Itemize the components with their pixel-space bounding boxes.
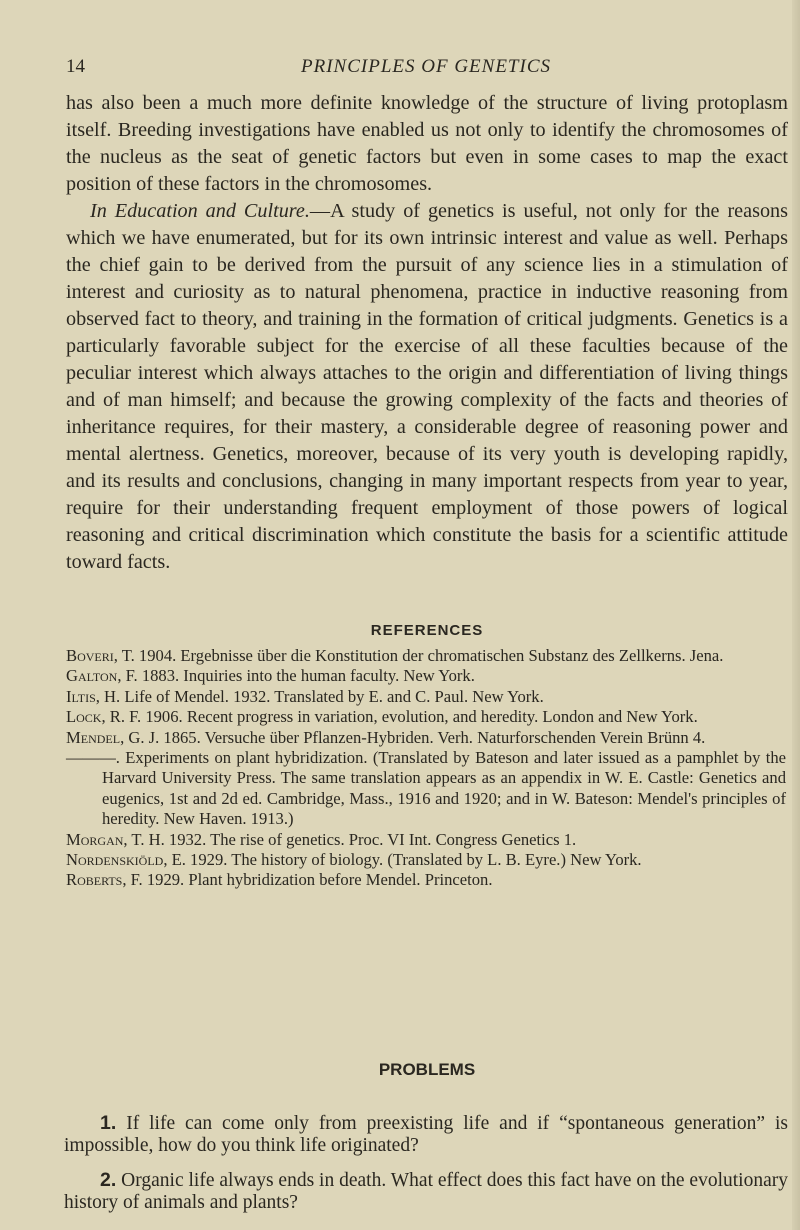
problem-text: If life can come only from preexisting life and if “spontaneous generation” is impossible, how do you think life originated?	[64, 1113, 788, 1156]
paragraph: has also been a much more definite knowledge of the structure of living protoplasm itself. Breeding investigations have enabled us not only to identify the chromosomes of the nucleus as the seat of genetic factors but even in some cases to map the exact position of these factors in the chromosomes.	[66, 92, 788, 195]
paragraph	[66, 198, 788, 576]
reference-text: 1883. Inquiries into the human faculty. New York.	[137, 666, 475, 686]
page-edge	[792, 0, 800, 1230]
problem-number: 2.	[100, 1169, 117, 1191]
reference-author: Roberts, F.	[66, 870, 143, 890]
problem-number: 1.	[100, 1112, 117, 1134]
reference-text: 1929. The history of biology. (Translated by L. B. Eyre.) New York.	[185, 850, 642, 870]
problems-heading: PROBLEMS	[378, 1060, 476, 1079]
reference-text: Experiments on plant hybridization. (Translated by Bateson and later issued as a pamphlet by the Harvard University Press. The same translation appears as an appendix in W. E. Castle: Genetics and eugenics, 1st and 2d ed. Cambridge, Mass., 1916 and 1920; and in W. Bateson: Mendel's principles of heredity. New Haven. 1913.)	[102, 748, 786, 829]
running-title: PRINCIPLES OF GENETICS	[301, 56, 551, 77]
paragraph-heading: In Education and Culture.	[90, 200, 310, 222]
references-heading: REFERENCES	[370, 622, 484, 639]
reference-text: 1929. Plant hybridization before Mendel. Princeton.	[142, 870, 493, 890]
paragraph-text: —A study of genetics is useful, not only for the reasons which we have enumerated, but for its own intrinsic interest and value as well. Perhaps the chief gain to be derived from the pursuit of any science lies in a stimulation of interest and curiosity as to natural phenomena, practice in inductive reasoning from observed fact to theory, and training in the formation of critical judgments. Genetics is a particularly favorable subject for the exercise of all these faculties because of the peculiar interest which always attaches to the origin and differentiation of living things and of man himself; and because the growing complexity of the facts and theories of inheritance requires, for their mastery, a considerable degree of reasoning power and mental alertness. Genetics, moreover, because of its very youth is developing rapidly, and its results and conclusions, changing in many important respects from year to year, require for their understanding frequent employment of those powers of logical reasoning and critical discrimination which constitute the basis for a scientific attitude toward facts.	[66, 200, 788, 573]
page-header	[66, 56, 786, 82]
reference-item	[66, 666, 786, 686]
reference-author: ———.	[66, 748, 120, 768]
references-list	[66, 646, 786, 891]
problem-item	[64, 1169, 788, 1214]
reference-item	[66, 870, 786, 890]
reference-item	[66, 687, 786, 707]
problems-list	[64, 1112, 788, 1226]
reference-item	[66, 850, 786, 870]
reference-author: Lock, R. F.	[66, 707, 142, 727]
body-text	[66, 90, 788, 576]
reference-author: Iltis, H.	[66, 686, 121, 706]
problem-item	[64, 1112, 788, 1157]
reference-item	[66, 830, 786, 850]
reference-text: 1906. Recent progress in variation, evolution, and heredity. London and New York.	[141, 707, 698, 727]
problem-text: Organic life always ends in death. What effect does this fact have on the evolutionary history of animals and plants?	[64, 1170, 788, 1213]
reference-text: 1865. Versuche über Pflanzen-Hybriden. Verh. Naturforschenden Verein Brünn 4.	[159, 727, 706, 747]
reference-text: 1904. Ergebnisse über die Konstitution der chromatischen Substanz des Zellkerns. Jena.	[134, 646, 724, 665]
page-number: 14	[66, 56, 85, 77]
reference-item	[66, 728, 786, 748]
reference-author: Boveri, T.	[66, 646, 135, 665]
reference-text: Life of Mendel. 1932. Translated by E. and C. Paul. New York.	[120, 686, 544, 706]
reference-text: 1932. The rise of genetics. Proc. VI Int. Congress Genetics 1.	[164, 829, 577, 849]
reference-author: Morgan, T. H.	[66, 829, 165, 849]
reference-author: Nordenskiöld, E.	[66, 850, 186, 870]
reference-author: Mendel, G. J.	[66, 727, 160, 747]
reference-item	[66, 748, 786, 830]
reference-author: Galton, F.	[66, 666, 138, 686]
reference-item	[66, 646, 786, 666]
reference-item	[66, 707, 786, 727]
